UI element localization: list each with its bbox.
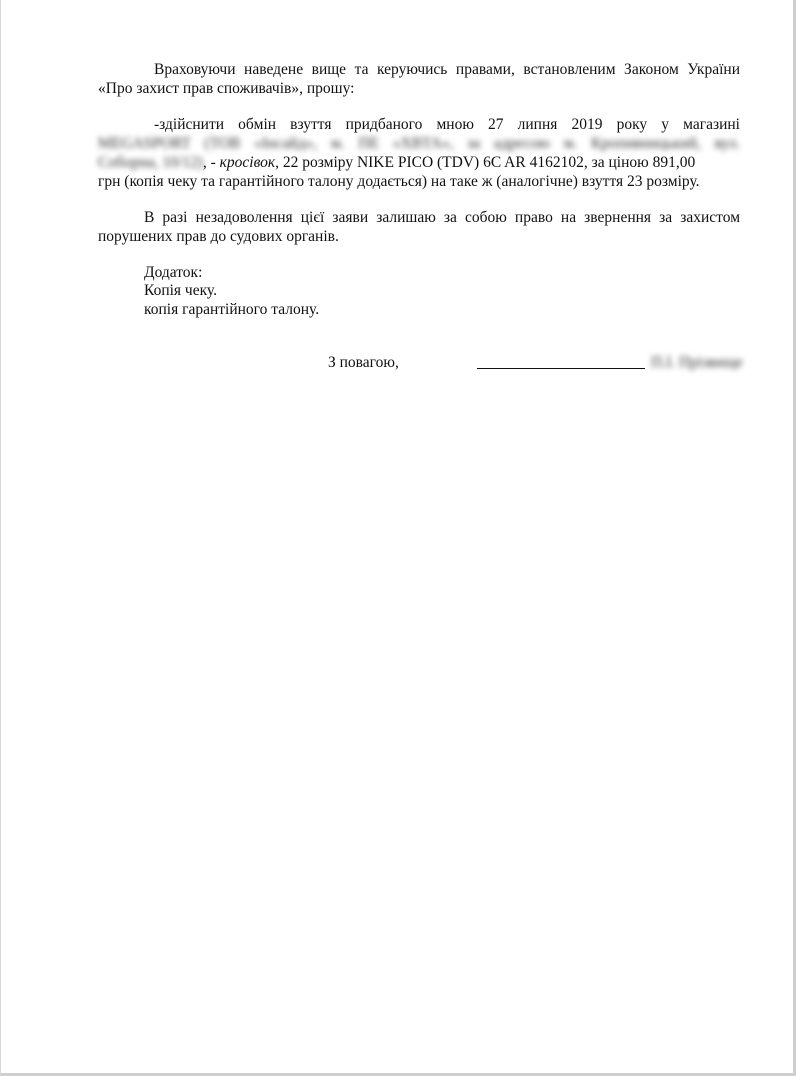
paragraph1-line2: «Про захист прав споживачів», прошу: xyxy=(98,80,355,97)
paragraph3-line2: порушених прав до судових органів. xyxy=(98,228,339,245)
signature-name-redacted: П.І. Прізвище xyxy=(651,354,743,371)
paragraph2-line3 xyxy=(98,153,695,172)
paragraph2-line2-redacted: MEGASPORT (ТОВ «Інсайд», м. ПЕ «ХВТА», за адресою м. Кропивницький, вул. xyxy=(98,135,740,152)
redacted-text: Соборна, 10/12) xyxy=(98,154,203,171)
paragraph3-line1: В разі незадоволення цієї заяви залишаю за собою право на звернення за захистом xyxy=(144,209,740,226)
signature-closing: З повагою, xyxy=(328,354,399,371)
attachment-item-1: Копія чеку. xyxy=(144,282,217,299)
paragraph2-line4: грн (копія чеку та гарантійного талону додається) на таке ж (аналогічне) взуття 23 розміру. xyxy=(98,173,700,190)
italic-text: , - кросівок, xyxy=(202,154,279,171)
attachments-heading: Додаток: xyxy=(144,264,203,281)
paragraph1-line1: Враховуючи наведене вище та керуючись правами, встановленим Законом України xyxy=(154,61,740,78)
signature-line xyxy=(477,368,645,369)
paragraph2-line1: -здійснити обмін взуття придбаного мною 27 липня 2019 року у магазині xyxy=(154,116,740,133)
attachment-item-2: копія гарантійного талону. xyxy=(144,301,320,318)
product-text: 22 розміру NIKE PICO (TDV) 6C AR 4162102, за ціною 891,00 xyxy=(279,154,696,171)
